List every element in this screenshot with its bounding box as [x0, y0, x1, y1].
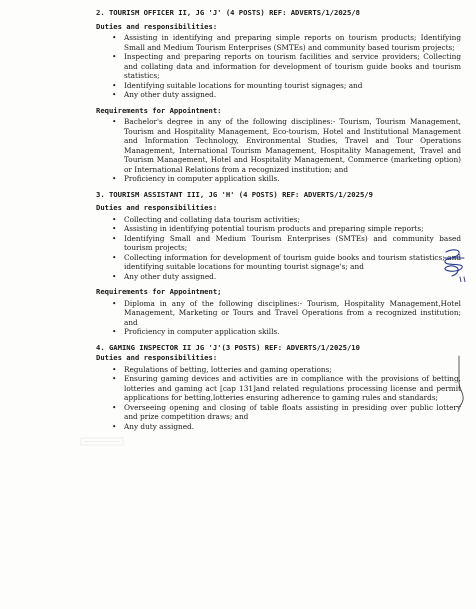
duties-title: Duties and responsibilities:: [96, 353, 218, 362]
requirements-title: Requirements for Appointment;: [96, 287, 222, 296]
list-item: • Proficiency in computer application skills.: [112, 327, 461, 337]
requirements-list: [96, 299, 461, 337]
list-item: • Collecting information for development of tourism guide books and tourism statistics; and identifying suitable locations for mounting tourist signage's; and: [112, 253, 461, 272]
requirements-list: [96, 117, 461, 184]
duties-list: [96, 365, 461, 432]
list-item: • Regulations of betting, lotteries and gaming operations;: [112, 365, 461, 375]
list-item: • Any other duty assigned.: [112, 90, 461, 100]
handwritten-signature: [436, 246, 472, 282]
list-item: • Diploma in any of the following disciplines:- Tourism, Hospitality Management,Hotel Management, Marketing or Tours and Travel Operations from a recognized institution; and: [112, 299, 461, 328]
duties-list: [96, 215, 461, 282]
list-item: • Assisting in identifying potential tourism products and preparing simple reports;: [112, 224, 461, 234]
margin-pen-mark: [456, 354, 466, 408]
list-item: • Identifying Small and Medium Tourism Enterprises (SMTEs) and community based tourism projects;: [112, 234, 461, 253]
list-item: • Proficiency in computer application skills.: [112, 174, 461, 184]
list-item: • Any other duty assigned.: [112, 272, 461, 282]
job-heading: 4. GAMING INSPECTOR II JG 'J'(3 POSTS) REF: ADVERTS/1/2025/10: [96, 342, 360, 352]
list-item: • Ensuring gaming devices and activities are in compliance with the provisions of betting, lotteries and gaming act [cap 131]and related regulations processing license and permit applications for betting,lotteries ensuring adherence to gaming rules and standards;: [112, 374, 461, 403]
duties-title: Duties and responsibilities:: [96, 21, 218, 31]
duties-list: [96, 33, 461, 100]
requirements-title: Requirements for Appointment:: [96, 105, 222, 115]
job-section-gaming-inspector: [96, 343, 461, 432]
document-content: [96, 8, 461, 431]
list-item: • Overseeing opening and closing of table floats assisting in presiding over public lottery and prize competition draws; and: [112, 403, 461, 422]
list-item: • Bachelor's degree in any of the following disciplines:- Tourism, Tourism Management, Tourism and Hospitality Management, Eco-tourism, Hotel and Institutional Management and Information Technology, Environmental Studies, Travel and Tour Operations Management, International Tourism Management, Hospitality Management, Travel and Tourism Management, Hotel and Hospitality Management, Commerce (marketing option) or International Relations from a recognized institution; and: [112, 117, 461, 174]
duties-title: Duties and responsibilities:: [96, 203, 218, 212]
list-item: • Assisting in identifying and preparing simple reports on tourism products; Identifying Small and Medium Tourism Enterprises (SMTEs) and community based tourism projects;: [112, 33, 461, 52]
list-item: • Any duty assigned.: [112, 422, 461, 432]
job-heading: 3. TOURISM ASSISTANT III, JG 'H' (4 POSTS) REF: ADVERTS/1/2025/9: [96, 189, 373, 199]
list-item: • Collecting and collating data tourism activities;: [112, 215, 461, 225]
list-item: • Identifying suitable locations for mounting tourist signages; and: [112, 81, 461, 91]
job-section-tourism-assistant: [96, 190, 461, 337]
job-section-tourism-officer: [96, 8, 461, 184]
list-item: • Inspecting and preparing reports on tourism facilities and service providers; Collecting and collating data and information for development of tourism guide books and tourism statistics;: [112, 52, 461, 81]
job-heading: 2. TOURISM OFFICER II, JG 'J' (4 POSTS) REF: ADVERTS/1/2025/8: [96, 8, 360, 17]
faint-stamp-mark: [80, 437, 124, 446]
